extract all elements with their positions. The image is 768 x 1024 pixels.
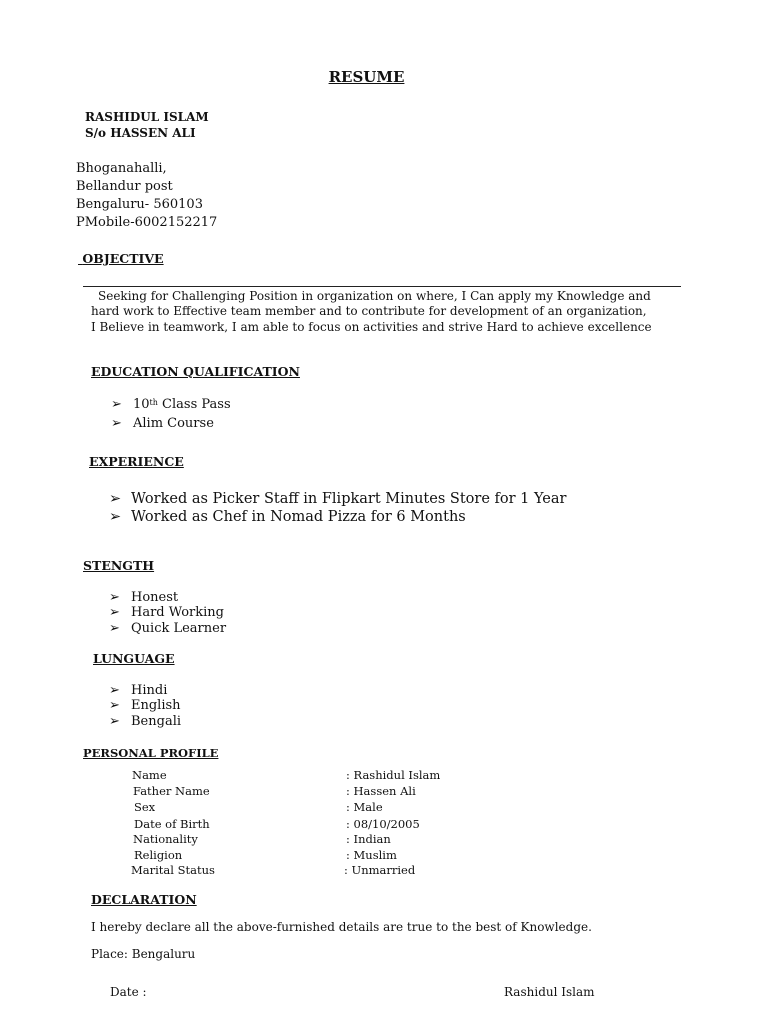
profile-label: Date of Birth <box>134 817 210 831</box>
experience-heading: EXPERIENCE <box>89 454 184 469</box>
list-item: ➢ 10th Class Pass <box>111 397 231 412</box>
list-item: ➢ Worked as Picker Staff in Flipkart Minutes Store for 1 Year <box>109 491 567 507</box>
arrow-bullet-icon: ➢ <box>111 397 122 412</box>
language-heading: LUNGUAGE <box>93 651 175 666</box>
list-item: ➢ Bengali <box>109 714 182 729</box>
profile-value: : Muslim <box>346 848 397 862</box>
objective-line: hard work to Effective team member and to contribute for development of an organization, <box>91 304 647 318</box>
list-item: ➢ Honest <box>109 590 179 605</box>
candidate-name: RASHIDUL ISLAM <box>85 110 209 124</box>
list-item: ➢ Hard Working <box>109 605 225 620</box>
declaration-text: I hereby declare all the above-furnished details are true to the best of Knowledge. <box>91 920 592 934</box>
list-item: ➢ English <box>109 698 181 713</box>
arrow-bullet-icon: ➢ <box>109 590 120 605</box>
profile-label: Name <box>132 768 167 782</box>
objective-heading: OBJECTIVE <box>82 251 164 266</box>
address-line: Bellandur post <box>76 179 173 194</box>
objective-divider <box>83 286 681 287</box>
address-line: Bengaluru- 560103 <box>76 197 203 212</box>
arrow-bullet-icon: ➢ <box>109 683 120 698</box>
list-item: ➢ Quick Learner <box>109 621 227 636</box>
address-line: Bhoganahalli, <box>76 161 167 176</box>
profile-label: Nationality <box>133 832 198 846</box>
place-line: Place: Bengaluru <box>91 947 196 961</box>
list-item: ➢ Hindi <box>109 683 168 698</box>
profile-value: : 08/10/2005 <box>346 817 420 831</box>
profile-label: Sex <box>134 800 156 814</box>
profile-label: Marital Status <box>131 863 215 877</box>
arrow-bullet-icon: ➢ <box>109 509 122 525</box>
arrow-bullet-icon: ➢ <box>109 698 120 713</box>
profile-value: : Unmarried <box>344 863 416 877</box>
objective-line: I Believe in teamwork, I am able to focus on activities and strive Hard to achieve excellence <box>91 320 652 334</box>
profile-label: Father Name <box>133 784 210 798</box>
date-line: Date : <box>110 985 147 999</box>
signature-name: Rashidul Islam <box>504 985 595 999</box>
profile-value: : Hassen Ali <box>346 784 416 798</box>
declaration-heading: DECLARATION <box>91 892 197 907</box>
list-item: ➢ Worked as Chef in Nomad Pizza for 6 Months <box>109 509 466 525</box>
profile-value: : Rashidul Islam <box>346 768 441 782</box>
profile-label: Religion <box>134 848 183 862</box>
strength-heading: STENGTH <box>83 558 155 573</box>
arrow-bullet-icon: ➢ <box>109 714 120 729</box>
education-heading: EDUCATION QUALIFICATION <box>91 364 300 379</box>
arrow-bullet-icon: ➢ <box>109 491 122 507</box>
objective-line: Seeking for Challenging Position in organization on where, I Can apply my Knowledge and <box>98 289 651 303</box>
parent-name: S/o HASSEN ALI <box>85 126 196 140</box>
mobile-line: PMobile-6002152217 <box>76 215 218 230</box>
arrow-bullet-icon: ➢ <box>111 416 122 431</box>
profile-value: : Indian <box>346 832 391 846</box>
profile-heading: PERSONAL PROFILE <box>83 746 219 760</box>
arrow-bullet-icon: ➢ <box>109 621 120 636</box>
arrow-bullet-icon: ➢ <box>109 605 120 620</box>
resume-title: RESUME <box>328 68 405 86</box>
list-item: ➢ Alim Course <box>111 416 214 431</box>
profile-value: : Male <box>346 800 383 814</box>
